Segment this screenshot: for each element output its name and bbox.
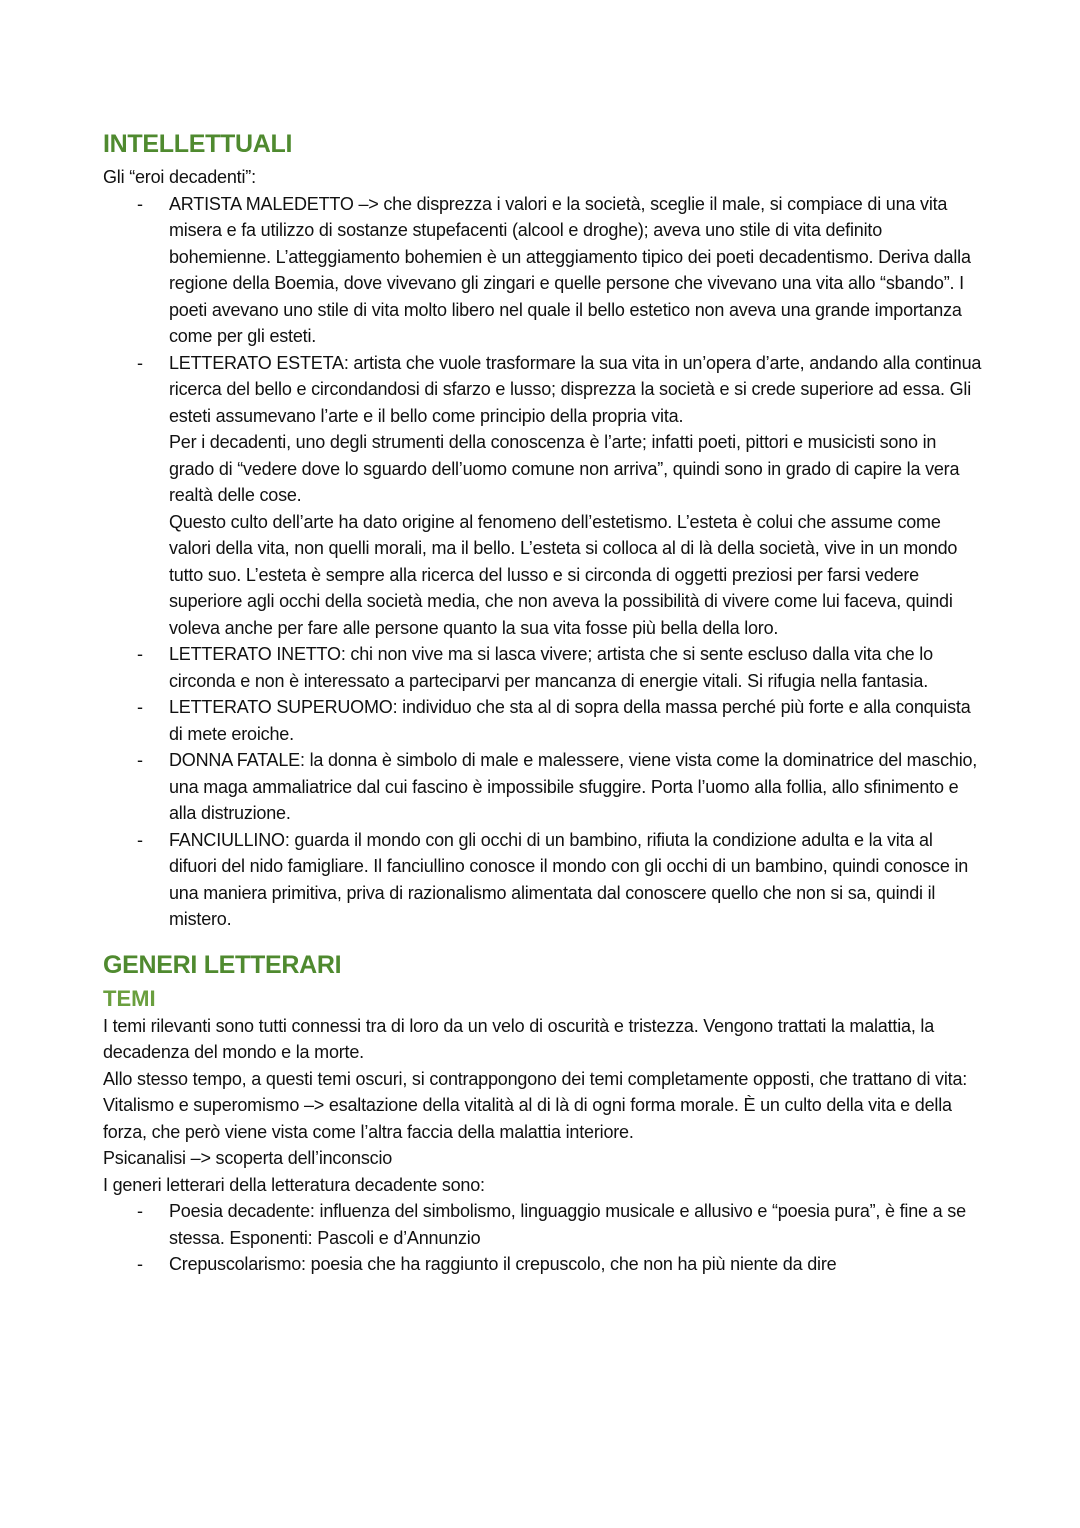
- list-item-text: Poesia decadente: influenza del simbolismo, linguaggio musicale e allusivo e “poesia pura”, è fine a se stessa. Esponenti: Pascoli e d’Annunzio: [169, 1201, 966, 1248]
- subheading-temi: TEMI: [103, 985, 156, 1011]
- intellettuali-list: [103, 191, 983, 933]
- intro-text: Gli “eroi decadenti”:: [103, 167, 256, 187]
- list-item-donna-fatale: [103, 747, 983, 827]
- list-item-text: ARTISTA MALEDETTO –> che disprezza i valori e la società, sceglie il male, si compiace di una vita misera e fa utilizzo di sostanze stupefacenti (alcool e droghe); aveva uno stile di vita definito bohemienne. L’atteggiamento bohemien è un atteggiamento tipico dei poeti decadentismo. Deriva dalla regione della Boemia, dove vivevano gli zingari e quelle persone che vivevano una vita allo “sbando”. I poeti avevano uno stile di vita molto libero nel quale il bello estetico non aveva una grande importanza come per gli esteti.: [169, 193, 971, 346]
- document-page: [103, 128, 983, 1278]
- list-item-artista-maledetto: [103, 191, 983, 350]
- section-heading-intellettuali: INTELLETTUALI: [103, 130, 293, 158]
- body-paragraph: Psicanalisi –> scoperta dell’inconscio: [103, 1148, 393, 1168]
- list-dash: -: [137, 644, 143, 664]
- list-dash: -: [137, 697, 143, 717]
- body-paragraph: Allo stesso tempo, a questi temi oscuri, si contrappongono dei temi completamente opposti, che trattano di vita:: [103, 1068, 968, 1089]
- list-item-text: LETTERATO INETTO: chi non vive ma si lasca vivere; artista che si sente escluso dalla vita che lo circonda e non è interessato a parteciparvi per mancanza di energie vitali. Si rifugia nella fantasia.: [169, 644, 933, 691]
- list-item-letterato-superuomo: [103, 694, 983, 747]
- list-item-crepuscolarismo: [103, 1251, 983, 1278]
- list-item-text: Crepuscolarismo: poesia che ha raggiunto il crepuscolo, che non ha più niente da dire: [169, 1254, 837, 1274]
- list-dash: -: [137, 352, 143, 373]
- list-dash: -: [137, 1254, 143, 1274]
- list-dash: -: [137, 1201, 143, 1221]
- list-dash: -: [137, 750, 143, 770]
- list-item-text: LETTERATO ESTETA: artista che vuole trasformare la sua vita in un’opera d’arte, andando alla continua ricerca del bello e circondandosi di sfarzo e lusso; disprezza la società e si crede superiore ad essa. Gli esteti assumevano l’arte e il bello come principio della propria vita.: [169, 352, 982, 426]
- section-heading-generi-letterari: GENERI LETTERARI: [103, 950, 342, 979]
- list-item-text: DONNA FATALE: la donna è simbolo di male e malessere, viene vista come la dominatrice del maschio, una maga ammaliatrice dal cui fascino è impossibile sfuggire. Porta l’uomo alla follia, allo sfinimento e alla distruzione.: [169, 750, 978, 823]
- generi-list: [103, 1198, 983, 1278]
- list-item-letterato-esteta: [103, 350, 983, 642]
- list-item-letterato-inetto: [103, 641, 983, 694]
- list-item-text: Questo culto dell’arte ha dato origine al fenomeno dell’estetismo. L’esteta è colui che assume come valori della vita, non quelli morali, ma il bello. L’esteta si colloca al di là della società, vive in un mondo tutto suo. L’esteta è sempre alla ricerca del lusso e si circonda di oggetti preziosi per farsi vedere superiore agli occhi della società media, che non aveva la possibilità di vivere come lui faceva, quindi voleva anche per fare alle persone quanto la sua vita fosse più bella della loro.: [169, 511, 958, 638]
- body-paragraph: I generi letterari della letteratura decadente sono:: [103, 1174, 485, 1195]
- list-item-text: FANCIULLINO: guarda il mondo con gli occhi di un bambino, rifiuta la condizione adulta e la vita al difuori del nido famigliare. Il fanciullino conosce il mondo con gli occhi di un bambino, quindi conosce in una maniera primitiva, priva di razionalismo alimentata dal conoscere quello che non si sa, quindi il mistero.: [169, 829, 969, 929]
- list-item-fanciullino: [103, 827, 983, 933]
- body-paragraph: I temi rilevanti sono tutti connessi tra di loro da un velo di oscurità e tristezza. Vengono trattati la malattia, la decadenza del mondo e la morte.: [103, 1015, 935, 1062]
- list-item-poesia-decadente: [103, 1198, 983, 1251]
- list-dash: -: [137, 193, 143, 214]
- body-paragraph: Vitalismo e superomismo –> esaltazione della vitalità al di là di ogni forma morale. È un culto della vita e della forza, che però viene vista come l’altra faccia della malattia interiore.: [103, 1095, 952, 1142]
- list-dash: -: [137, 829, 143, 850]
- list-item-text: Per i decadenti, uno degli strumenti della conoscenza è l’arte; infatti poeti, pittori e musicisti sono in grado di “vedere dove lo sguardo dell’uomo comune non arriva”, quindi sono in grado di capire la vera realtà delle cose.: [169, 432, 960, 505]
- list-item-text: LETTERATO SUPERUOMO: individuo che sta al di sopra della massa perché più forte e alla conquista di mete eroiche.: [169, 697, 971, 744]
